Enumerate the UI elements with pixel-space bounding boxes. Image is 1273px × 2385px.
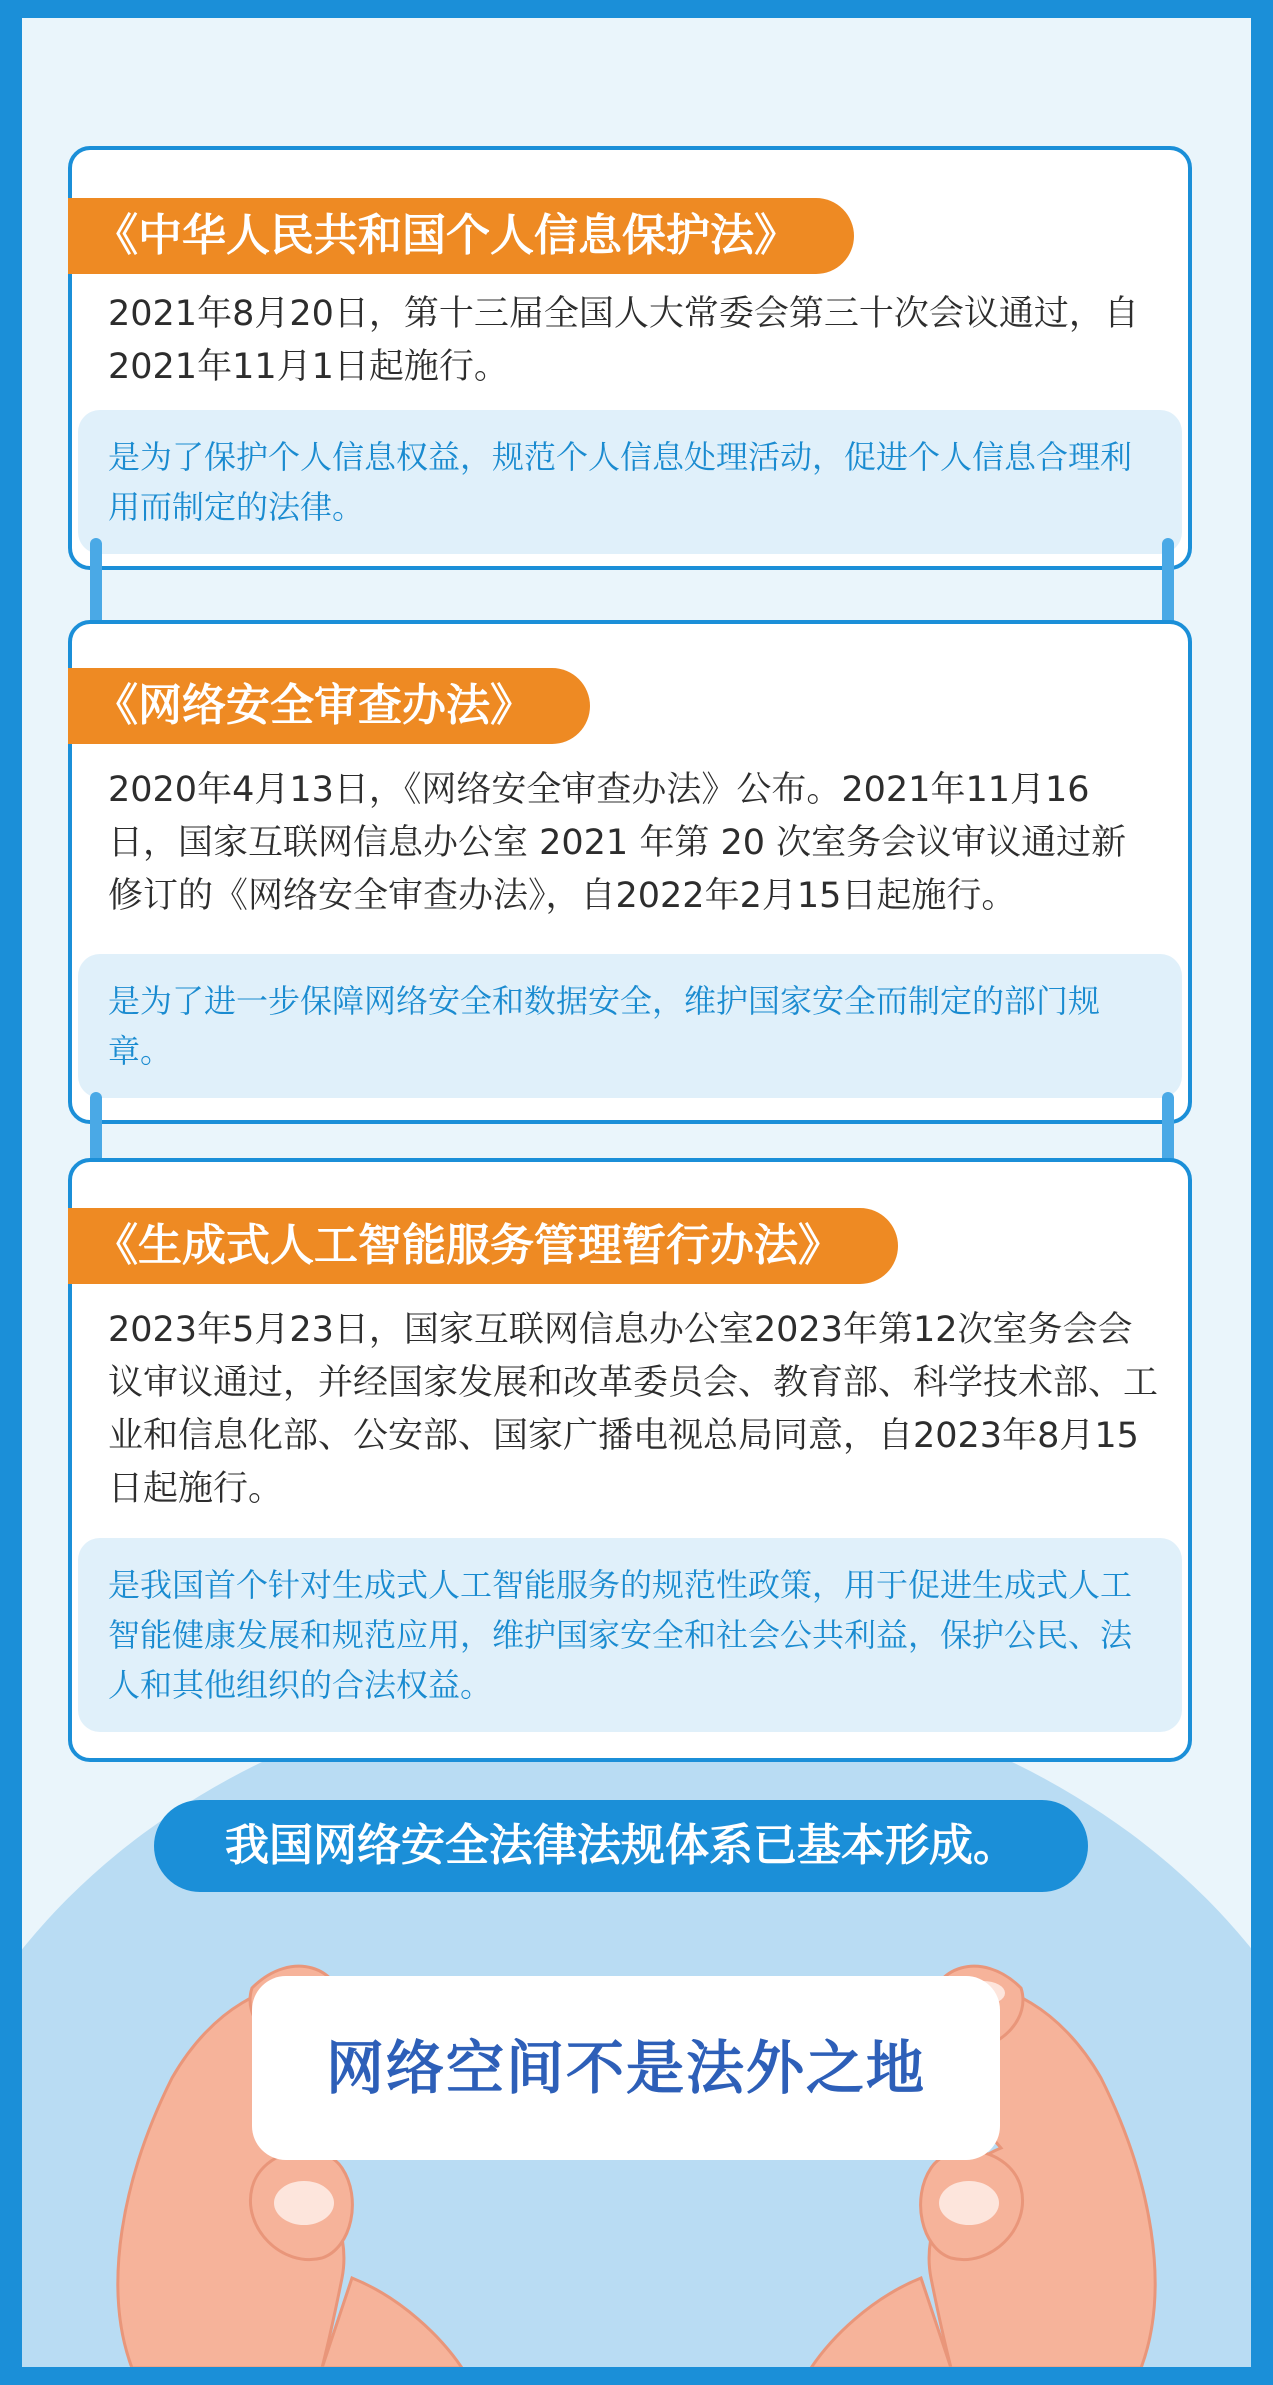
law-title: 《生成式人工智能服务管理暂行办法》 <box>68 1208 898 1284</box>
poster-frame <box>22 18 1251 2367</box>
summary-banner: 我国网络安全法律法规体系已基本形成。 <box>154 1800 1088 1892</box>
law-body: 2023年5月23日，国家互联网信息办公室2023年第12次室务会会议审议通过，并经国家发展和改革委员会、教育部、科学技术部、工业和信息化部、公安部、国家广播电视总局同意，自2023年8月15日起施行。 <box>108 1310 1159 1509</box>
law-body: 2021年8月20日，第十三届全国人大常委会第三十次会议通过，自2021年11月1日起施行。 <box>108 294 1139 387</box>
law-note: 是为了保护个人信息权益，规范个人信息处理活动，促进个人信息合理利用而制定的法律。 <box>78 410 1182 554</box>
law-card-personal-info <box>68 146 1192 570</box>
law-note: 是为了进一步保障网络安全和数据安全，维护国家安全而制定的部门规章。 <box>78 954 1182 1098</box>
law-title: 《中华人民共和国个人信息保护法》 <box>68 198 854 274</box>
law-note: 是我国首个针对生成式人工智能服务的规范性政策，用于促进生成式人工智能健康发展和规范应用，维护国家安全和社会公共利益，保护公民、法人和其他组织的合法权益。 <box>78 1538 1182 1732</box>
law-card-cybersecurity-review <box>68 620 1192 1124</box>
law-body: 2020年4月13日，《网络安全审查办法》公布。2021年11月16日，国家互联网信息办公室 2021 年第 20 次室务会议审议通过新修订的《网络安全审查办法》，自2022年2月15日起施行。 <box>108 770 1127 916</box>
slogan-paper: 网络空间不是法外之地 <box>252 1976 1000 2160</box>
law-title: 《网络安全审查办法》 <box>68 668 590 744</box>
law-card-generative-ai <box>68 1158 1192 1762</box>
